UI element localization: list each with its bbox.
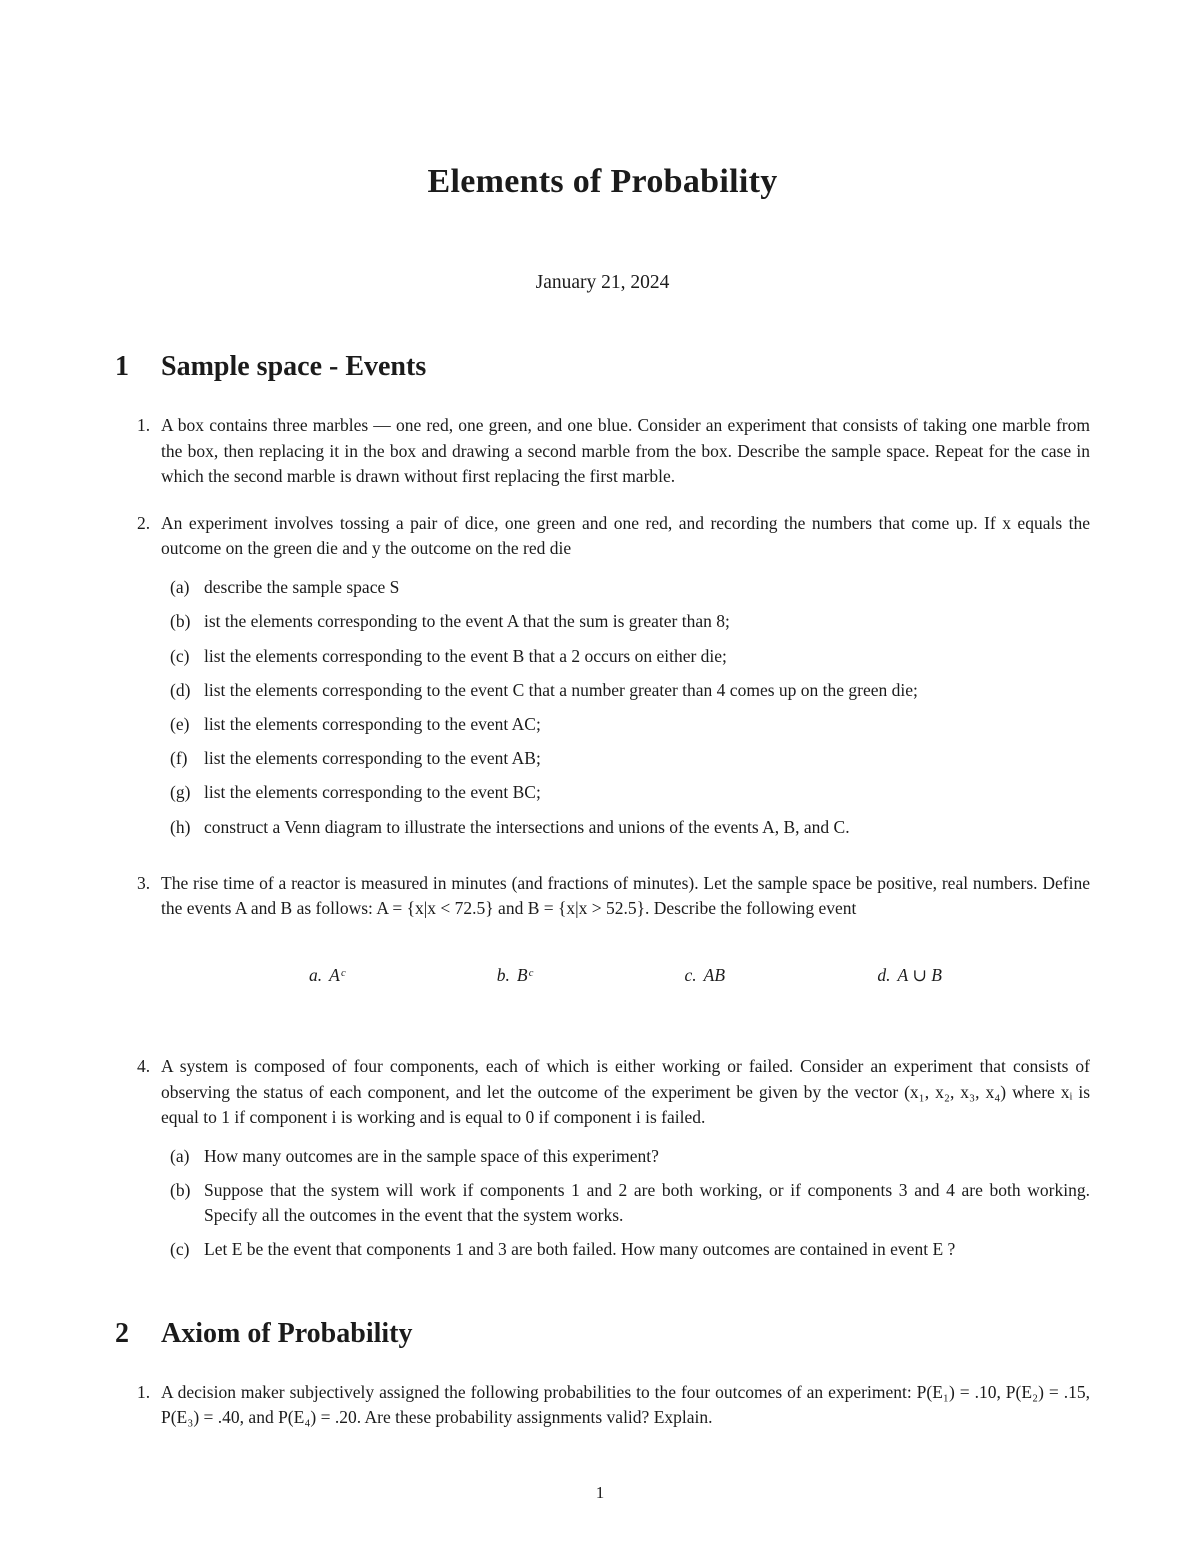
subitem-marker: (e)	[170, 714, 190, 735]
subitem-text: list the elements corresponding to the event AC;	[204, 714, 541, 735]
section-1-title: Sample space - Events	[161, 351, 427, 383]
item-body	[161, 413, 1090, 489]
event-option-d	[877, 963, 942, 988]
subitem-text: construct a Venn diagram to illustrate the intersections and unions of the events A, B, and C.	[204, 816, 850, 837]
subitem-text: How many outcomes are in the sample space of this experiment?	[204, 1145, 659, 1166]
page-number: 1	[595, 1482, 605, 1502]
subitem-marker: (f)	[170, 748, 188, 769]
subitem-text: list the elements corresponding to the event C that a number greater than 4 comes up on the green die;	[204, 679, 918, 700]
item-body	[161, 1380, 1090, 1430]
subitem-f	[170, 746, 1090, 771]
option-text: AB	[703, 965, 726, 986]
subitem-marker: (c)	[170, 645, 190, 666]
subitem-c	[170, 644, 1090, 669]
subitem-marker: (a)	[170, 577, 190, 598]
subitem-marker: (b)	[170, 1180, 191, 1201]
problem-item-s2-1	[115, 1380, 1090, 1430]
subitem-marker: (h)	[170, 816, 191, 837]
subitem-b	[170, 1178, 1090, 1228]
subitem-marker: (d)	[170, 679, 191, 700]
problem-item-4	[115, 1054, 1090, 1271]
document-title: Elements of Probability	[427, 163, 778, 200]
subitem-text: Let E be the event that components 1 and 3 are both failed. How many outcomes are contained in event E ?	[204, 1239, 956, 1260]
document-date: January 21, 2024	[535, 271, 670, 293]
subitem-list	[161, 575, 1090, 840]
event-options-row	[161, 963, 1090, 988]
section-1-number: 1	[115, 351, 129, 383]
subitem-marker: (g)	[170, 782, 191, 803]
section-2-title: Axiom of Probability	[161, 1317, 413, 1349]
option-label: d.	[877, 965, 891, 986]
event-option-b	[497, 963, 532, 988]
subitem-text: ist the elements corresponding to the event A that the sum is greater than 8;	[204, 611, 730, 632]
subitem-text: Suppose that the system will work if components 1 and 2 are both working, or if components 3 and 4 are both working. Specify all the outcomes in the event that the system works.	[204, 1180, 1090, 1226]
subitem-text: list the elements corresponding to the event BC;	[204, 782, 541, 803]
subitem-marker: (a)	[170, 1145, 190, 1166]
problem-item-1	[115, 413, 1090, 489]
item-text: A box contains three marbles — one red, one green, and one blue. Consider an experiment that consists of taking one marble from the box, then replacing it in the box and drawing a second marble from the box. Describe the sample space. Repeat for the case in which the second marble is drawn without first replacing the first marble.	[161, 415, 1090, 486]
event-option-c	[685, 963, 726, 988]
item-body	[161, 1054, 1090, 1271]
item-body	[161, 511, 1090, 849]
item-marker: 4.	[137, 1056, 151, 1077]
item-body	[161, 871, 1090, 1033]
section-2-heading	[115, 1314, 1090, 1354]
subitem-e	[170, 712, 1090, 737]
option-label: c.	[684, 965, 697, 986]
problem-item-2	[115, 511, 1090, 849]
subitem-text: list the elements corresponding to the event B that a 2 occurs on either die;	[204, 645, 727, 666]
subitem-g	[170, 780, 1090, 805]
option-text: Aᶜ	[329, 965, 345, 986]
subitem-a	[170, 1144, 1090, 1169]
subitem-marker: (c)	[170, 1239, 190, 1260]
subitem-c	[170, 1237, 1090, 1262]
item-marker: 1.	[137, 415, 151, 436]
subitem-list	[161, 1144, 1090, 1263]
section-2-number: 2	[115, 1317, 129, 1349]
event-option-a	[309, 963, 344, 988]
item-text: A decision maker subjectively assigned the following probabilities to the four outcomes of an experiment: P(E₁) = .10, P(E₂) = .15, P(E₃) = .40, and P(E₄) = .20. Are these probability assignments valid? Explain.	[161, 1381, 1090, 1428]
item-text: An experiment involves tossing a pair of dice, one green and one red, and recording the numbers that come up. If x equals the outcome on the green die and y the outcome on the red die	[161, 512, 1090, 559]
subitem-text: describe the sample space S	[204, 577, 400, 598]
item-text: The rise time of a reactor is measured in minutes (and fractions of minutes). Let the sample space be positive, real numbers. Define the events A and B as follows: A = {x|x < 72.5} and B = {x|x > 52.5}. Describe the following event	[161, 872, 1090, 918]
item-marker: 1.	[137, 1381, 151, 1402]
option-text: Bᶜ	[516, 965, 533, 986]
section-1-heading	[115, 347, 1090, 387]
subitem-h	[170, 815, 1090, 840]
option-label: a.	[309, 965, 323, 986]
subitem-a	[170, 575, 1090, 600]
item-marker: 2.	[137, 512, 151, 533]
subitem-marker: (b)	[170, 611, 191, 632]
subitem-b	[170, 609, 1090, 634]
item-text: A system is composed of four components, each of which is either working or failed. Consider an experiment that consists of observing the status of each component, and let the outcome of the experiment be given by the vector (x₁, x₂, x₃, x₄) where xᵢ is equal to 1 if component i is working and is equal to 0 if component i is failed.	[161, 1056, 1090, 1127]
problem-item-3	[115, 871, 1090, 1033]
option-text: A ∪ B	[897, 965, 942, 986]
option-label: b.	[496, 965, 510, 986]
subitem-text: list the elements corresponding to the event AB;	[204, 748, 541, 769]
item-marker: 3.	[137, 872, 151, 893]
subitem-d	[170, 678, 1090, 703]
